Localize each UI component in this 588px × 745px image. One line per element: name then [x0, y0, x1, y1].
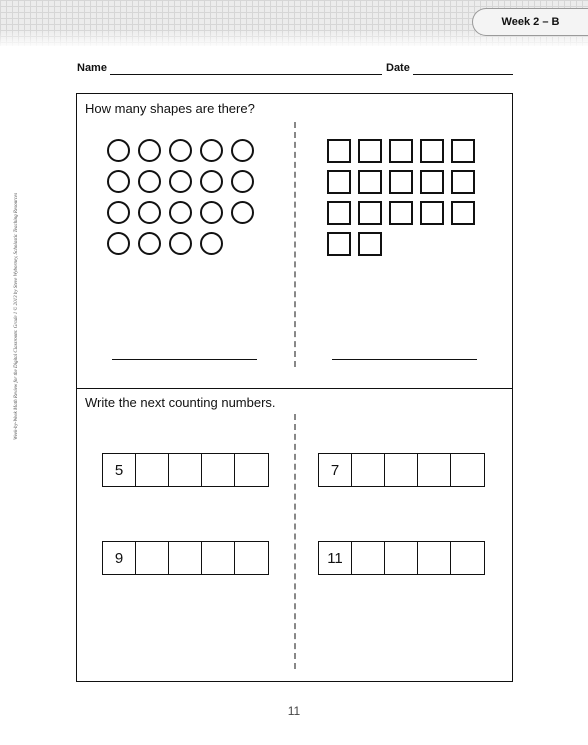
- worksheet: [76, 93, 513, 682]
- count-shapes-section: [77, 94, 512, 389]
- name-label: Name: [77, 62, 107, 74]
- circle-shape: [231, 170, 254, 193]
- name-field[interactable]: [110, 74, 382, 75]
- blank-number-cell[interactable]: [169, 542, 202, 574]
- circle-shape: [138, 139, 161, 162]
- square-shape: [358, 201, 382, 225]
- square-shape: [358, 232, 382, 256]
- divider-dashed: [294, 122, 296, 367]
- date-label: Date: [386, 62, 410, 74]
- square-shape: [327, 232, 351, 256]
- blank-number-cell[interactable]: [352, 542, 385, 574]
- square-shape: [389, 170, 413, 194]
- week-label: Week 2 – B: [501, 16, 560, 28]
- blank-number-cell[interactable]: [451, 454, 484, 486]
- start-number-cell: 7: [319, 454, 352, 486]
- blank-number-cell[interactable]: [352, 454, 385, 486]
- circle-shape: [107, 232, 130, 255]
- square-shape: [358, 139, 382, 163]
- circle-shape: [107, 139, 130, 162]
- number-box-row: [318, 541, 485, 575]
- circle-shape: [138, 170, 161, 193]
- number-box-row: [102, 541, 269, 575]
- blank-number-cell[interactable]: [235, 454, 268, 486]
- square-shape: [358, 170, 382, 194]
- circle-shape: [138, 201, 161, 224]
- blank-number-cell[interactable]: [385, 542, 418, 574]
- circle-shape: [200, 170, 223, 193]
- square-shape: [420, 170, 444, 194]
- name-date-line: [77, 62, 513, 78]
- blank-number-cell[interactable]: [202, 542, 235, 574]
- circle-shape: [200, 201, 223, 224]
- start-number-cell: 11: [319, 542, 352, 574]
- side-credit-text: Week-by-Week Math Review for the Digital Classroom: Grade 1 © 2013 by Steve Wyborney, Scholastic Teaching Resources: [14, 192, 19, 440]
- circle-shape: [107, 201, 130, 224]
- blank-number-cell[interactable]: [235, 542, 268, 574]
- square-shape: [389, 201, 413, 225]
- side-credit: [14, 170, 19, 440]
- divider-dashed: [294, 414, 296, 669]
- number-box-row: [318, 453, 485, 487]
- blank-number-cell[interactable]: [169, 454, 202, 486]
- square-shape: [389, 139, 413, 163]
- square-shape: [451, 139, 475, 163]
- blank-number-cell[interactable]: [202, 454, 235, 486]
- start-number-cell: 5: [103, 454, 136, 486]
- circle-shape: [169, 139, 192, 162]
- circle-shape: [231, 139, 254, 162]
- square-shape: [420, 201, 444, 225]
- blank-number-cell[interactable]: [418, 542, 451, 574]
- blank-number-cell[interactable]: [385, 454, 418, 486]
- count-shapes-prompt: How many shapes are there?: [85, 101, 255, 116]
- square-shape: [451, 170, 475, 194]
- blank-number-cell[interactable]: [418, 454, 451, 486]
- circle-shape: [107, 170, 130, 193]
- counting-numbers-prompt: Write the next counting numbers.: [85, 395, 276, 410]
- start-number-cell: 9: [103, 542, 136, 574]
- blank-number-cell[interactable]: [451, 542, 484, 574]
- date-field[interactable]: [413, 74, 513, 75]
- circle-shape: [169, 232, 192, 255]
- counting-numbers-section: [77, 388, 512, 681]
- square-shape: [327, 170, 351, 194]
- circles-answer-line[interactable]: [112, 359, 257, 360]
- circle-shape: [200, 139, 223, 162]
- page-number: 11: [287, 704, 301, 718]
- circle-shape: [138, 232, 161, 255]
- circle-shape: [200, 232, 223, 255]
- week-tab: [472, 8, 588, 36]
- circle-shape: [231, 201, 254, 224]
- blank-number-cell[interactable]: [136, 542, 169, 574]
- square-shape: [420, 139, 444, 163]
- circle-shape: [169, 201, 192, 224]
- square-shape: [327, 139, 351, 163]
- squares-answer-line[interactable]: [332, 359, 477, 360]
- blank-number-cell[interactable]: [136, 454, 169, 486]
- circle-shape: [169, 170, 192, 193]
- square-shape: [451, 201, 475, 225]
- number-box-row: [102, 453, 269, 487]
- square-shape: [327, 201, 351, 225]
